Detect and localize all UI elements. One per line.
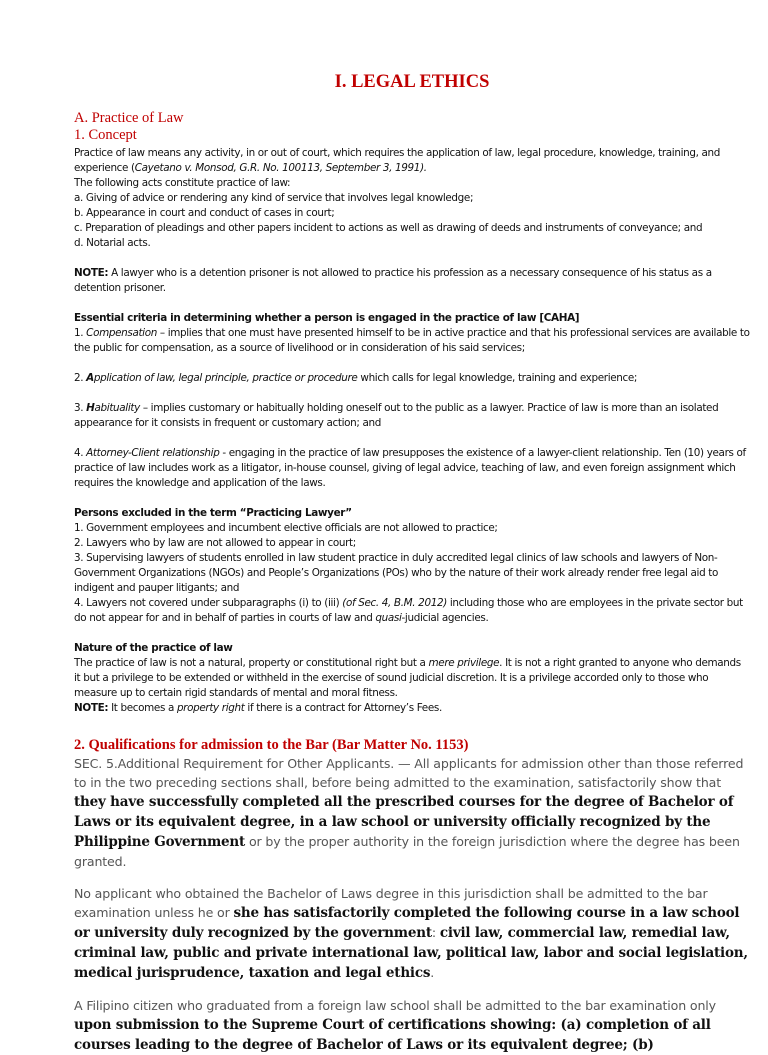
note-text: A lawyer who is a detention prisoner is not allowed to practice his profession as a necessary consequence of his status as a detention prisoner.: [74, 267, 712, 294]
act-item-c: c. Preparation of pleadings and other papers incident to actions as well as drawing of deeds and instruments of conveyance; and: [74, 222, 703, 234]
qual-text: or by the proper authority in the foreign jurisdiction where the degree has been granted.: [74, 834, 740, 869]
qualifications-paragraph-2: [74, 884, 750, 983]
criteria-term: abituality: [94, 402, 140, 414]
concept-body: [74, 146, 750, 716]
act-item-d: d. Notarial acts.: [74, 237, 151, 249]
concept-paragraph: [74, 146, 750, 176]
section-practice-of-law: [74, 110, 750, 716]
note-text: It becomes a: [108, 702, 177, 714]
excluded-item-3: 3. Supervising lawyers of students enrolled in law student practice in duly accredited legal clinics of law schools and lawyers of Non-Government Organizations (NGOs) and People’s Organizations (POs) who by the nature of their work already render free legal aid to indigent and pauper litigants; and: [74, 552, 719, 594]
criteria-text: – implies that one must have presented himself to be in active practice and that his professional services are available to the public for compensation, as a source of livelihood or in consideration of his said services;: [74, 327, 750, 354]
excluded-citation: (of Sec. 4, B.M. 2012): [342, 597, 447, 609]
nature-emphasis: mere privilege: [428, 657, 500, 669]
criteria-lead-letter: H: [86, 402, 95, 414]
page-title: I. LEGAL ETHICS: [334, 72, 490, 92]
criteria-term: Compensation: [86, 327, 157, 339]
qualifications-paragraph-3: [74, 996, 750, 1055]
excluded-text: 4. Lawyers not covered under subparagraphs (i) to (iii): [74, 597, 343, 609]
excluded-heading: Persons excluded in the term “Practicing Lawyer”: [74, 507, 352, 519]
nature-note: [74, 701, 750, 716]
nature-text: . It is not a right granted to anyone who demands it but a privilege to be extended or withheld in the exercise of sound judicial discretion. It is a privilege accorded only to those who measure up to certain rigid standards of mental and moral fitness.: [74, 657, 741, 699]
criteria-text: which calls for legal knowledge, training and experience;: [357, 372, 638, 384]
qual-strong: civil law, commercial law, remedial law, criminal law, public and private international law, political law, labor and social legislation, medical jurisprudence, taxation and legal ethics: [74, 925, 748, 981]
act-item-b: b. Appearance in court and conduct of cases in court;: [74, 207, 335, 219]
criteria-lead-letter: A: [86, 372, 94, 384]
qual-text: :: [431, 925, 440, 940]
qual-text: SEC. 5.Additional Requirement for Other Applicants. — All applicants for admission other than those referred to in the two preceding sections shall, before being admitted to the examination, satisfactorily show that: [74, 756, 744, 790]
criteria-heading: Essential criteria in determining whether a person is engaged in the practice of law [CAHA]: [74, 312, 580, 324]
note-detention: [74, 266, 750, 296]
excluded-text: including those who are employees in the private sector but do not appear for and in behalf of parties in courts of law and: [74, 597, 743, 624]
criteria-num: 4.: [74, 447, 87, 459]
criteria-item-2: [74, 371, 750, 386]
heading-practice-of-law: A. Practice of Law: [74, 110, 184, 126]
note-label: NOTE:: [74, 702, 109, 714]
criteria-num: 2.: [74, 372, 87, 384]
section-qualifications: [74, 737, 750, 1055]
note-text: if there is a contract for Attorney’s Fees.: [244, 702, 442, 714]
criteria-item-1: [74, 326, 750, 356]
excluded-item-4: [74, 596, 750, 626]
criteria-item-3: [74, 401, 750, 431]
qualifications-paragraph-1: [74, 754, 750, 871]
excluded-text: -judicial agencies.: [401, 612, 489, 624]
excluded-quasi: quasi: [375, 612, 402, 624]
qualifications-body: [74, 754, 750, 1055]
qual-text: A Filipino citizen who graduated from a foreign law school shall be admitted to the bar examination only: [74, 998, 716, 1013]
qual-strong: she has satisfactorily completed the following course in a law school or university duly recognized by the government: [74, 905, 740, 941]
criteria-term: Attorney-Client relationship: [86, 447, 220, 459]
nature-heading: Nature of the practice of law: [74, 642, 233, 654]
act-item-a: a. Giving of advice or rendering any kind of service that involves legal knowledge;: [74, 192, 474, 204]
qual-text: .: [430, 965, 435, 980]
qual-text: No applicant who obtained the Bachelor of Laws degree in this jurisdiction shall be admitted to the bar examination unless he or: [74, 886, 708, 920]
nature-text: The practice of law is not a natural, property or constitutional right but a: [74, 657, 429, 669]
nature-paragraph: [74, 656, 750, 701]
excluded-item-1: 1. Government employees and incumbent elective officials are not allowed to practice;: [74, 522, 498, 534]
heading-concept: 1. Concept: [74, 127, 137, 143]
concept-text: Practice of law means any activity, in or out of court, which requires the application of law, legal procedure, knowledge, training, and experience (: [74, 147, 720, 174]
criteria-term: pplication of law, legal principle, practice or procedure: [93, 372, 358, 384]
concept-citation: Cayetano v. Monsod, G.R. No. 100113, September 3, 1991).: [134, 162, 427, 174]
excluded-item-2: 2. Lawyers who by law are not allowed to appear in court;: [74, 537, 356, 549]
criteria-text: - engaging in the practice of law presupposes the existence of a lawyer-client relationship. Ten (10) years of practice of law includes work as a litigator, in-house counsel, giving of legal advice, teaching of law, and even foreign assignment which requires the knowledge and application of the laws.: [74, 447, 746, 489]
acts-intro: The following acts constitute practice of law:: [74, 177, 291, 189]
criteria-num: 3.: [74, 402, 87, 414]
criteria-item-4: [74, 446, 750, 491]
heading-qualifications: 2. Qualifications for admission to the Bar (Bar Matter No. 1153): [74, 737, 469, 753]
criteria-text: – implies customary or habitually holding oneself out to the public as a lawyer. Practice of law is more than an isolated appearance for it consists in frequent or customary action; and: [74, 402, 719, 429]
criteria-num: 1.: [74, 327, 87, 339]
qual-strong: upon submission to the Supreme Court of certifications showing: (a) completion of all courses leading to the degree of Bachelor of Laws or its equivalent degree; (b): [74, 1017, 711, 1053]
qual-strong: they have successfully completed all the prescribed courses for the degree of Bachelor of Laws or its equivalent degree, in a law school or university officially recognized by the Philippine Government: [74, 794, 734, 850]
note-label: NOTE:: [74, 267, 109, 279]
note-emphasis: property right: [176, 702, 245, 714]
